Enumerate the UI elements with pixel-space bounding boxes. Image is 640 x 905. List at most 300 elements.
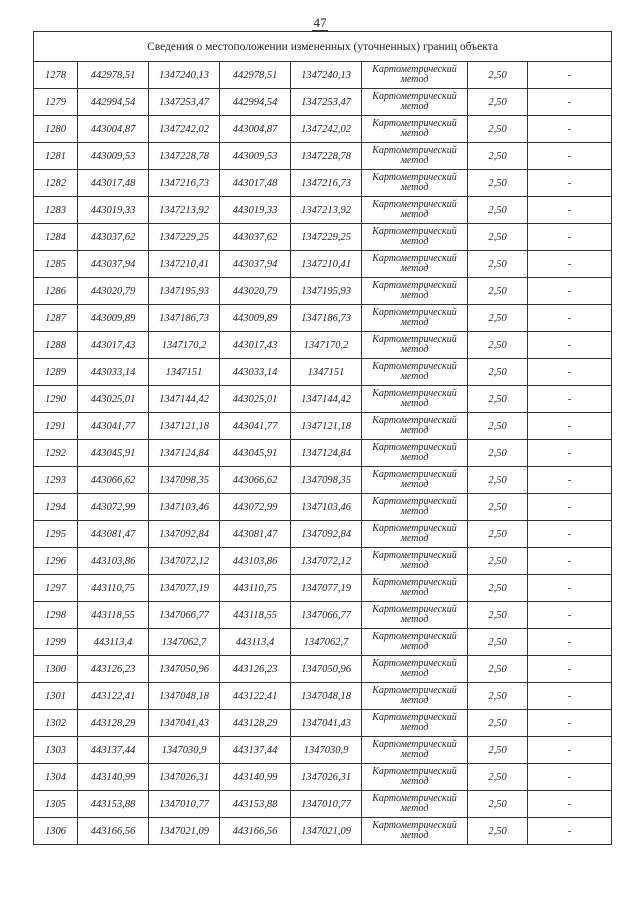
existing-x-cell: 443019,33 bbox=[78, 197, 149, 224]
method-line-1: Картометрический bbox=[372, 388, 457, 399]
existing-x-cell: 443137,44 bbox=[78, 737, 149, 764]
existing-y-cell: 1347066,77 bbox=[149, 602, 220, 629]
method-cell bbox=[362, 305, 468, 332]
method-cell bbox=[362, 62, 468, 89]
method-line-1: Картометрический bbox=[372, 280, 457, 291]
page-number: 47 bbox=[313, 15, 327, 30]
point-number-cell: 1306 bbox=[34, 818, 78, 845]
existing-y-cell: 1347195,93 bbox=[149, 278, 220, 305]
method-cell bbox=[362, 737, 468, 764]
new-y-cell: 1347213,92 bbox=[291, 197, 362, 224]
new-x-cell: 443137,44 bbox=[220, 737, 291, 764]
note-cell: - bbox=[528, 62, 612, 89]
existing-y-cell: 1347216,73 bbox=[149, 170, 220, 197]
new-y-cell: 1347092,84 bbox=[291, 521, 362, 548]
new-y-cell: 1347121,18 bbox=[291, 413, 362, 440]
new-x-cell: 442994,54 bbox=[220, 89, 291, 116]
method-cell bbox=[362, 791, 468, 818]
precision-cell: 2,50 bbox=[468, 332, 528, 359]
note-cell: - bbox=[528, 224, 612, 251]
method-line-2: метод bbox=[400, 587, 429, 598]
note-cell: - bbox=[528, 386, 612, 413]
method-cell bbox=[362, 413, 468, 440]
point-number-cell: 1297 bbox=[34, 575, 78, 602]
method-line-2: метод bbox=[400, 263, 429, 274]
precision-cell: 2,50 bbox=[468, 737, 528, 764]
method-line-2: метод bbox=[400, 722, 429, 733]
new-x-cell: 443072,99 bbox=[220, 494, 291, 521]
existing-y-cell: 1347077,19 bbox=[149, 575, 220, 602]
method-line-2: метод bbox=[400, 371, 429, 382]
new-x-cell: 443004,87 bbox=[220, 116, 291, 143]
existing-x-cell: 443037,94 bbox=[78, 251, 149, 278]
table-row bbox=[34, 521, 612, 548]
existing-x-cell: 442978,51 bbox=[78, 62, 149, 89]
existing-y-cell: 1347010,77 bbox=[149, 791, 220, 818]
existing-y-cell: 1347124,84 bbox=[149, 440, 220, 467]
table-row bbox=[34, 413, 612, 440]
point-number-cell: 1283 bbox=[34, 197, 78, 224]
method-line-2: метод bbox=[400, 344, 429, 355]
existing-x-cell: 443128,29 bbox=[78, 710, 149, 737]
method-line-1: Картометрический bbox=[372, 442, 457, 453]
point-number-cell: 1290 bbox=[34, 386, 78, 413]
table-row bbox=[34, 332, 612, 359]
method-line-2: метод bbox=[400, 398, 429, 409]
new-x-cell: 443033,14 bbox=[220, 359, 291, 386]
existing-y-cell: 1347253,47 bbox=[149, 89, 220, 116]
new-y-cell: 1347228,78 bbox=[291, 143, 362, 170]
table-row bbox=[34, 656, 612, 683]
table-row bbox=[34, 467, 612, 494]
precision-cell: 2,50 bbox=[468, 62, 528, 89]
precision-cell: 2,50 bbox=[468, 710, 528, 737]
table-row bbox=[34, 629, 612, 656]
existing-x-cell: 443166,56 bbox=[78, 818, 149, 845]
method-line-1: Картометрический bbox=[372, 793, 457, 804]
point-number-cell: 1296 bbox=[34, 548, 78, 575]
method-cell bbox=[362, 116, 468, 143]
point-number-cell: 1299 bbox=[34, 629, 78, 656]
new-x-cell: 443122,41 bbox=[220, 683, 291, 710]
precision-cell: 2,50 bbox=[468, 386, 528, 413]
precision-cell: 2,50 bbox=[468, 602, 528, 629]
existing-x-cell: 443113,4 bbox=[78, 629, 149, 656]
method-cell bbox=[362, 710, 468, 737]
note-cell: - bbox=[528, 737, 612, 764]
note-cell: - bbox=[528, 494, 612, 521]
precision-cell: 2,50 bbox=[468, 143, 528, 170]
method-cell bbox=[362, 440, 468, 467]
existing-x-cell: 443020,79 bbox=[78, 278, 149, 305]
precision-cell: 2,50 bbox=[468, 764, 528, 791]
method-line-1: Картометрический bbox=[372, 739, 457, 750]
new-x-cell: 443025,01 bbox=[220, 386, 291, 413]
existing-y-cell: 1347151 bbox=[149, 359, 220, 386]
existing-x-cell: 443126,23 bbox=[78, 656, 149, 683]
method-line-2: метод bbox=[400, 317, 429, 328]
method-cell bbox=[362, 656, 468, 683]
existing-x-cell: 443118,55 bbox=[78, 602, 149, 629]
table-row bbox=[34, 116, 612, 143]
method-cell bbox=[362, 818, 468, 845]
new-y-cell: 1347195,93 bbox=[291, 278, 362, 305]
note-cell: - bbox=[528, 683, 612, 710]
method-line-1: Картометрический bbox=[372, 307, 457, 318]
new-y-cell: 1347210,41 bbox=[291, 251, 362, 278]
note-cell: - bbox=[528, 764, 612, 791]
note-cell: - bbox=[528, 521, 612, 548]
precision-cell: 2,50 bbox=[468, 467, 528, 494]
method-cell bbox=[362, 521, 468, 548]
note-cell: - bbox=[528, 467, 612, 494]
method-cell bbox=[362, 170, 468, 197]
method-line-2: метод bbox=[400, 209, 429, 220]
existing-y-cell: 1347228,78 bbox=[149, 143, 220, 170]
new-x-cell: 443037,94 bbox=[220, 251, 291, 278]
method-line-2: метод bbox=[400, 452, 429, 463]
note-cell: - bbox=[528, 818, 612, 845]
existing-y-cell: 1347229,25 bbox=[149, 224, 220, 251]
new-x-cell: 443140,99 bbox=[220, 764, 291, 791]
note-cell: - bbox=[528, 143, 612, 170]
method-line-2: метод bbox=[400, 533, 429, 544]
method-line-1: Картометрический bbox=[372, 577, 457, 588]
method-line-2: метод bbox=[400, 128, 429, 139]
method-cell bbox=[362, 224, 468, 251]
new-x-cell: 443017,43 bbox=[220, 332, 291, 359]
precision-cell: 2,50 bbox=[468, 251, 528, 278]
new-y-cell: 1347066,77 bbox=[291, 602, 362, 629]
existing-x-cell: 443153,88 bbox=[78, 791, 149, 818]
method-line-1: Картометрический bbox=[372, 145, 457, 156]
new-y-cell: 1347170,2 bbox=[291, 332, 362, 359]
existing-x-cell: 443081,47 bbox=[78, 521, 149, 548]
existing-y-cell: 1347210,41 bbox=[149, 251, 220, 278]
existing-x-cell: 443009,53 bbox=[78, 143, 149, 170]
existing-x-cell: 443009,89 bbox=[78, 305, 149, 332]
existing-x-cell: 443122,41 bbox=[78, 683, 149, 710]
new-y-cell: 1347048,18 bbox=[291, 683, 362, 710]
new-y-cell: 1347242,02 bbox=[291, 116, 362, 143]
existing-x-cell: 443017,48 bbox=[78, 170, 149, 197]
existing-y-cell: 1347048,18 bbox=[149, 683, 220, 710]
precision-cell: 2,50 bbox=[468, 791, 528, 818]
new-y-cell: 1347253,47 bbox=[291, 89, 362, 116]
table-row bbox=[34, 818, 612, 845]
existing-x-cell: 443140,99 bbox=[78, 764, 149, 791]
new-x-cell: 443041,77 bbox=[220, 413, 291, 440]
existing-y-cell: 1347062,7 bbox=[149, 629, 220, 656]
method-line-1: Картометрический bbox=[372, 631, 457, 642]
existing-y-cell: 1347103,46 bbox=[149, 494, 220, 521]
point-number-cell: 1304 bbox=[34, 764, 78, 791]
table-row bbox=[34, 170, 612, 197]
method-line-2: метод bbox=[400, 479, 429, 490]
new-x-cell: 443009,53 bbox=[220, 143, 291, 170]
new-x-cell: 443103,86 bbox=[220, 548, 291, 575]
existing-x-cell: 443017,43 bbox=[78, 332, 149, 359]
precision-cell: 2,50 bbox=[468, 89, 528, 116]
existing-x-cell: 443041,77 bbox=[78, 413, 149, 440]
method-line-1: Картометрический bbox=[372, 685, 457, 696]
new-y-cell: 1347103,46 bbox=[291, 494, 362, 521]
existing-x-cell: 443110,75 bbox=[78, 575, 149, 602]
method-cell bbox=[362, 575, 468, 602]
precision-cell: 2,50 bbox=[468, 278, 528, 305]
note-cell: - bbox=[528, 305, 612, 332]
point-number-cell: 1298 bbox=[34, 602, 78, 629]
method-line-1: Картометрический bbox=[372, 550, 457, 561]
method-line-2: метод bbox=[400, 182, 429, 193]
table-row bbox=[34, 440, 612, 467]
existing-y-cell: 1347242,02 bbox=[149, 116, 220, 143]
note-cell: - bbox=[528, 197, 612, 224]
existing-x-cell: 442994,54 bbox=[78, 89, 149, 116]
point-number-cell: 1280 bbox=[34, 116, 78, 143]
new-x-cell: 443153,88 bbox=[220, 791, 291, 818]
existing-y-cell: 1347021,09 bbox=[149, 818, 220, 845]
method-line-2: метод bbox=[400, 506, 429, 517]
method-cell bbox=[362, 251, 468, 278]
note-cell: - bbox=[528, 251, 612, 278]
new-x-cell: 443118,55 bbox=[220, 602, 291, 629]
note-cell: - bbox=[528, 575, 612, 602]
method-cell bbox=[362, 197, 468, 224]
new-y-cell: 1347021,09 bbox=[291, 818, 362, 845]
boundary-coordinates-table bbox=[33, 31, 612, 845]
precision-cell: 2,50 bbox=[468, 818, 528, 845]
existing-x-cell: 443103,86 bbox=[78, 548, 149, 575]
existing-y-cell: 1347240,13 bbox=[149, 62, 220, 89]
point-number-cell: 1292 bbox=[34, 440, 78, 467]
method-cell bbox=[362, 467, 468, 494]
existing-y-cell: 1347072,12 bbox=[149, 548, 220, 575]
precision-cell: 2,50 bbox=[468, 629, 528, 656]
method-cell bbox=[362, 629, 468, 656]
method-cell bbox=[362, 683, 468, 710]
method-line-2: метод bbox=[400, 803, 429, 814]
point-number-cell: 1305 bbox=[34, 791, 78, 818]
point-number-cell: 1303 bbox=[34, 737, 78, 764]
table-row bbox=[34, 683, 612, 710]
method-cell bbox=[362, 386, 468, 413]
new-x-cell: 443037,62 bbox=[220, 224, 291, 251]
precision-cell: 2,50 bbox=[468, 224, 528, 251]
precision-cell: 2,50 bbox=[468, 170, 528, 197]
table-row bbox=[34, 737, 612, 764]
new-y-cell: 1347062,7 bbox=[291, 629, 362, 656]
new-y-cell: 1347098,35 bbox=[291, 467, 362, 494]
existing-x-cell: 443037,62 bbox=[78, 224, 149, 251]
new-y-cell: 1347186,73 bbox=[291, 305, 362, 332]
table-row bbox=[34, 143, 612, 170]
method-cell bbox=[362, 548, 468, 575]
existing-y-cell: 1347144,42 bbox=[149, 386, 220, 413]
existing-y-cell: 1347041,43 bbox=[149, 710, 220, 737]
new-x-cell: 443081,47 bbox=[220, 521, 291, 548]
note-cell: - bbox=[528, 332, 612, 359]
table-title: Сведения о местоположении измененных (уточненных) границ объекта bbox=[34, 32, 612, 62]
note-cell: - bbox=[528, 656, 612, 683]
table-title-row bbox=[34, 32, 612, 62]
method-line-2: метод bbox=[400, 830, 429, 841]
new-x-cell: 443019,33 bbox=[220, 197, 291, 224]
method-line-1: Картометрический bbox=[372, 604, 457, 615]
note-cell: - bbox=[528, 116, 612, 143]
point-number-cell: 1301 bbox=[34, 683, 78, 710]
precision-cell: 2,50 bbox=[468, 359, 528, 386]
existing-y-cell: 1347030,9 bbox=[149, 737, 220, 764]
method-line-1: Картометрический bbox=[372, 469, 457, 480]
method-line-2: метод bbox=[400, 749, 429, 760]
point-number-cell: 1279 bbox=[34, 89, 78, 116]
existing-y-cell: 1347170,2 bbox=[149, 332, 220, 359]
point-number-cell: 1282 bbox=[34, 170, 78, 197]
point-number-cell: 1295 bbox=[34, 521, 78, 548]
method-line-1: Картометрический bbox=[372, 712, 457, 723]
new-x-cell: 443009,89 bbox=[220, 305, 291, 332]
method-line-1: Картометрический bbox=[372, 523, 457, 534]
method-cell bbox=[362, 332, 468, 359]
precision-cell: 2,50 bbox=[468, 683, 528, 710]
table-row bbox=[34, 224, 612, 251]
point-number-cell: 1289 bbox=[34, 359, 78, 386]
table-row bbox=[34, 89, 612, 116]
method-line-1: Картометрический bbox=[372, 118, 457, 129]
existing-x-cell: 443066,62 bbox=[78, 467, 149, 494]
table-row bbox=[34, 305, 612, 332]
new-y-cell: 1347077,19 bbox=[291, 575, 362, 602]
method-line-1: Картометрический bbox=[372, 253, 457, 264]
table-row bbox=[34, 602, 612, 629]
existing-x-cell: 443045,91 bbox=[78, 440, 149, 467]
note-cell: - bbox=[528, 602, 612, 629]
method-line-2: метод bbox=[400, 776, 429, 787]
new-x-cell: 443066,62 bbox=[220, 467, 291, 494]
method-cell bbox=[362, 143, 468, 170]
new-y-cell: 1347124,84 bbox=[291, 440, 362, 467]
method-line-1: Картометрический bbox=[372, 91, 457, 102]
new-x-cell: 443126,23 bbox=[220, 656, 291, 683]
method-line-2: метод bbox=[400, 614, 429, 625]
note-cell: - bbox=[528, 359, 612, 386]
method-line-1: Картометрический bbox=[372, 658, 457, 669]
method-line-2: метод bbox=[400, 74, 429, 85]
method-line-1: Картометрический bbox=[372, 820, 457, 831]
existing-x-cell: 443004,87 bbox=[78, 116, 149, 143]
method-cell bbox=[362, 359, 468, 386]
method-cell bbox=[362, 764, 468, 791]
point-number-cell: 1281 bbox=[34, 143, 78, 170]
method-line-1: Картометрический bbox=[372, 64, 457, 75]
note-cell: - bbox=[528, 548, 612, 575]
table-row bbox=[34, 710, 612, 737]
new-y-cell: 1347216,73 bbox=[291, 170, 362, 197]
point-number-cell: 1302 bbox=[34, 710, 78, 737]
note-cell: - bbox=[528, 629, 612, 656]
note-cell: - bbox=[528, 89, 612, 116]
method-line-2: метод bbox=[400, 101, 429, 112]
precision-cell: 2,50 bbox=[468, 494, 528, 521]
method-line-1: Картометрический bbox=[372, 415, 457, 426]
method-line-2: метод bbox=[400, 668, 429, 679]
method-line-1: Картометрический bbox=[372, 766, 457, 777]
existing-y-cell: 1347050,96 bbox=[149, 656, 220, 683]
precision-cell: 2,50 bbox=[468, 197, 528, 224]
new-x-cell: 443017,48 bbox=[220, 170, 291, 197]
existing-y-cell: 1347121,18 bbox=[149, 413, 220, 440]
method-line-1: Картометрический bbox=[372, 226, 457, 237]
point-number-cell: 1291 bbox=[34, 413, 78, 440]
new-y-cell: 1347151 bbox=[291, 359, 362, 386]
precision-cell: 2,50 bbox=[468, 521, 528, 548]
method-cell bbox=[362, 89, 468, 116]
point-number-cell: 1286 bbox=[34, 278, 78, 305]
point-number-cell: 1284 bbox=[34, 224, 78, 251]
point-number-cell: 1300 bbox=[34, 656, 78, 683]
existing-y-cell: 1347092,84 bbox=[149, 521, 220, 548]
existing-x-cell: 443025,01 bbox=[78, 386, 149, 413]
table-row bbox=[34, 548, 612, 575]
point-number-cell: 1287 bbox=[34, 305, 78, 332]
point-number-cell: 1278 bbox=[34, 62, 78, 89]
method-line-2: метод bbox=[400, 155, 429, 166]
existing-y-cell: 1347026,31 bbox=[149, 764, 220, 791]
point-number-cell: 1288 bbox=[34, 332, 78, 359]
new-x-cell: 443020,79 bbox=[220, 278, 291, 305]
method-line-1: Картометрический bbox=[372, 199, 457, 210]
method-cell bbox=[362, 602, 468, 629]
point-number-cell: 1294 bbox=[34, 494, 78, 521]
new-y-cell: 1347010,77 bbox=[291, 791, 362, 818]
new-y-cell: 1347072,12 bbox=[291, 548, 362, 575]
point-number-cell: 1293 bbox=[34, 467, 78, 494]
precision-cell: 2,50 bbox=[468, 305, 528, 332]
new-y-cell: 1347041,43 bbox=[291, 710, 362, 737]
method-line-2: метод bbox=[400, 236, 429, 247]
method-line-2: метод bbox=[400, 695, 429, 706]
new-x-cell: 443166,56 bbox=[220, 818, 291, 845]
new-x-cell: 442978,51 bbox=[220, 62, 291, 89]
precision-cell: 2,50 bbox=[468, 116, 528, 143]
new-y-cell: 1347050,96 bbox=[291, 656, 362, 683]
method-line-2: метод bbox=[400, 641, 429, 652]
existing-y-cell: 1347098,35 bbox=[149, 467, 220, 494]
table-row bbox=[34, 62, 612, 89]
table-row bbox=[34, 197, 612, 224]
table-row bbox=[34, 278, 612, 305]
note-cell: - bbox=[528, 170, 612, 197]
new-y-cell: 1347026,31 bbox=[291, 764, 362, 791]
method-cell bbox=[362, 494, 468, 521]
table-row bbox=[34, 764, 612, 791]
note-cell: - bbox=[528, 791, 612, 818]
note-cell: - bbox=[528, 440, 612, 467]
table-row bbox=[34, 791, 612, 818]
point-number-cell: 1285 bbox=[34, 251, 78, 278]
method-line-2: метод bbox=[400, 560, 429, 571]
method-line-1: Картометрический bbox=[372, 496, 457, 507]
table-row bbox=[34, 386, 612, 413]
existing-y-cell: 1347213,92 bbox=[149, 197, 220, 224]
method-line-1: Картометрический bbox=[372, 361, 457, 372]
precision-cell: 2,50 bbox=[468, 656, 528, 683]
precision-cell: 2,50 bbox=[468, 440, 528, 467]
precision-cell: 2,50 bbox=[468, 413, 528, 440]
note-cell: - bbox=[528, 710, 612, 737]
method-line-2: метод bbox=[400, 290, 429, 301]
